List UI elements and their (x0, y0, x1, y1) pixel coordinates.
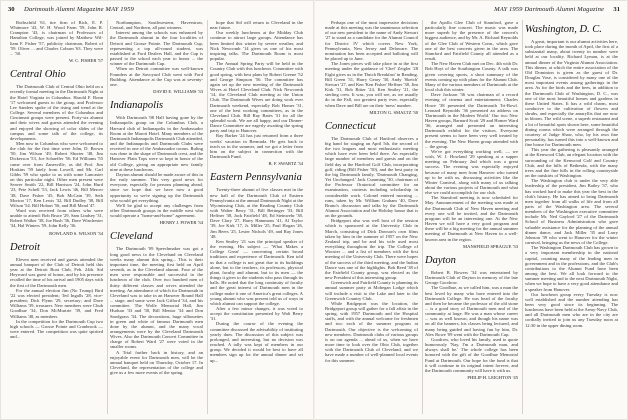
left-columns (10, 20, 303, 420)
paragraph: Rothschild '61, tire firm of Rich, E. P. Whitmore '43, W. H. Wood Farm '59, John R. Crampton '43, is chairman of Professors of Hamilton College, was joined by Matthew Wil-liam F. Fisher '57, publicity chairman, Robert of '59. Oliver ... and Charles Coburn '63. They were ... '30. (10, 20, 103, 56)
column-rule (422, 20, 423, 414)
paragraph: Greenwich and Fairfield County is planning its annual summer party at Mohegan Lodge which will include a visit to the Lake and later to the Greenwich Country Club. (325, 280, 418, 301)
signature: MILTON G. SMALTZ '30 (369, 109, 418, 115)
left-column-3 (210, 20, 303, 414)
paragraph: Northampton, Southwestern, Haverstraw, Central, and Northern, all past winners. (110, 20, 203, 31)
left-running-head (8, 6, 305, 16)
paragraph: This year the gathering is pleasantly arranged at the Kenwood Club, an elegant location with the surrounding of the Kenwood Golf and Country Club, and the hills of Bethesda, with the many trees and the fine hills in the rolling countryside on the outskirts of Washington. (525, 147, 618, 179)
paragraph: Ken Smiley '21 was the principal speaker of the evening. His subject — 'What Makes a College Great' — concerning certain broad traditions and experience of Dartmouth. Ken told us that a college is not great due to its buildings alone, but to the teachers, its professors, physical plant, faculty and alumni, but to its men — the things it gives to the students who pass through its halls. He noted that the long continuity of faculty and the great interest of Dartmouth men in the college make it one of America's great colleges. A young alumni who was present told us of ways in which alumni can support the college. (210, 238, 303, 306)
right-page (315, 0, 628, 420)
section-heading-indianapolis: Indianapolis (110, 100, 164, 112)
paragraph: With Dartmouth '08 Hall having gone by the Indianapolis group on the Columbus Club, a Harvard club of Indianapolis in the Ambassador Room at the Marott Hotel. Many members of the Dartmouth Indianapolis Dartmouth Club attended, and the Indianapolis and Dartmouth Clubs were received in one of the Ambassador rooms. Ruling was done in the shape of Dartmouth crest, and the Hanover Plain Tops were so kept in honor of the old College, giving an appropriate new family nine at these luncheons. (110, 115, 203, 172)
paragraph: During the course of the evening the committee discussed the advisability of instituting yearly dues. The discussion of this subject was prolonged, and interesting, but no decision was reached. A tally was kept of members in our group. We decided it would be best to have all members sign up for the annual dinner and set up... (210, 321, 303, 363)
paragraph: The Goodhue, as we called him, was a man the best loved by many who have entered into the Dartmouth College. He was head of the faculty and then he became the professor of the old stone ... is a good story of Dartmouth men and of the community at large. He was a man whose career ... was as well known, and though his name was on all the banners, his classes being lectured, and many being guided and having fun by him, Dr. Alex Rowe '09 went with the Dartmouth Cup. (425, 285, 518, 337)
section-heading-cleveland: Cleveland (110, 231, 153, 243)
paragraph: The New Haven Club met on Dec. 4th with Dr. Bob Hoyt of the Southington County. A talk was given covering sports, a short summary of the events coming up with plans for the Alumni Club. Many of the various members of Dartmouth at the local club this winter. (425, 61, 518, 93)
paragraph: The Dartmouth '09 Speechmaker was got a long good news to the Cleveland on Cleveland weeks many alumni this spring... This is their important time, the meeting first held on April seventh, as in the Cleveland alumni. Four of the men were responsible and successful in the luncheon of the club. Over two hundred men of thirty different classes and wives attended the meeting. An attendance of which for Dartmouth in Cleveland was to take in an Hanover Round Hall ... stage, and some were Jack Gifford '34, and his committee. The Wolfe Memorial Hall, Jim Hudson '33 and '30, Bill Mentor '34 and Don Snodgrass '34. The decorations, huge silhouettes in green and white of famous Dartmouth men done by the alumni, and the many vocal arrangements were by the Cleveland Dartmouth Wives. Also the Dartmouth Concert Committee in charge of Robert Ward '27 were voted in the smaller rooms. (110, 246, 203, 350)
paragraph: Goodrow, who loved his family, used to quote humorously 'Nay, I'm a Dartmouth man, and always shall be.' The whole college has been honored with the gift of the Goodhue Memorial Fund at Dartmouth. Our hope for the fund is that it will continue in its original intent forever, and the Dartmouth community will have it with us. (425, 336, 518, 373)
paragraph: Bridgeport also was well host of the session which is sponsored at the University Club in March, consisting of Dick Dawson's own films taken by him in the summer of 1957 on the New Zealand trip, and he and his wife used most everything throughout the trip. The College of Wooster ... and a list of members with the first meeting of the University Club. There were hopes of the success of the third meeting, and the Indian Dance was one of the highlights. Bob Reed '38 of the Fairfield County group, was elected as the new President of this interesting group. (325, 218, 418, 281)
paragraph: The Dartmouth Club of Central Ohio held on a recently formal meeting in the Dartmouth Night at the Hotel Virginia in Columbus. Harold F. Bonn '17 welcomed guests to the group, and Professor Lee Sanders spoke of the rising and trend at the College. Several members of the Columbus and Cincinnati groups were present. Forty-six alumni and their wives and guests attended the evening and enjoyed the showing of color slides of the campus and some talk of the college, its developments. (10, 84, 103, 141)
right-column-2 (425, 20, 518, 414)
paragraph: For the annual election Jim (No Trump) Bird '22 was elected president; Ted Ingalls '28, vice-president; Dick Flynn '29, secretary; and Dave Williams '39, treasurer. New members were Chub Goodhue '34, Don McMurtrie '39, and Fred Williams '48, as members. (10, 287, 103, 319)
signature: ROWLAND S. WILSON '34 (49, 230, 103, 236)
paragraph: We'll be glad to accept any challenges from other Dartmouth groups in the middle west who would operate a "home-and-home" agreement. (110, 202, 203, 219)
signature: W. C. FISHER '57 (69, 58, 103, 64)
signature: HENRY J. POWER '34 (159, 220, 203, 226)
paragraph: A Trial farther back in history, and an enjoyable event for Dartmouth men, will be the annual banquet held on Thursday, October 17. In Cleveland, the representation of the college and give us a few more events of the spring. (110, 349, 203, 376)
right-running-title: MAY 1959 Dartmouth Alumni Magazine (494, 6, 604, 13)
left-column-1 (10, 20, 103, 414)
signature: DAVID E. WILLIAMS '33 (153, 89, 203, 95)
left-column-2 (110, 20, 203, 414)
paragraph: The Dartmouth Club of Hartford observes a big hand for staging an April 5th, the second of the two leagues and most enthusiastic meeting which have ever been held there. An especially large number of members and guests and on the field day at the Hartford Golf Club, incorporating golf, riding (Bill Fisher '50), and the best party in the big Dartmouth family, 'Dartmouth Changing, Yet Unchanged.' Jack Cumming '30, chairman of the Professor Oratorical committee for an examination, contests including scholarship in considerable work. Colonel entered morning ... runs, taken by Mr. William Graham '40, Dave Bruno's discussion and talks by the Dartmouth Alumni Association and the Holiday house that is on the grounds. (325, 135, 418, 219)
paragraph: hope that Sid will return to Cleveland in the near future. (210, 20, 303, 31)
paragraph: The Stamford meeting is now scheduled for May. Announcement of the meeting was made at the Dartmouth Club of New Haven meeting and every one will be invited, and the Dartmouth program will be an interesting one. At the New Haven we will have a very good program and there will be a big meeting for the annual summer meeting of Dartmouth at New Haven in a well-known area in the region. (425, 195, 518, 242)
paragraph: Twenty-three alumni of five classes met in the new hall of the Dartmouth Club of Eastern Pennsylvania at the annual Dartmouth Night at the Wyomissing Club, at the Reading Country Club with Walter Berry '31, Bill Bettinger '33, Bill Heffner '38, Jack Fairfield '48, Ed Steinwehr '38, Dave Clary '27, Harry Hammons '41, Al Taylor '39, Joe Kirk '17, Jr. Miller '25, Paul Hogan '26, Jim Beers '25, Lester Nichols '49, and Ray Jones '48. (210, 187, 303, 239)
left-page-number: 30 (8, 6, 15, 13)
paragraph: A great, important is our alumni activities here, took place during the month of April, the first of a substantial many, about twenty in number were held at our locality. Richard Lyman, is at the annual dinner of the Virginia Alumni Association. This dinner, at which the entire association of the Old Dominion is given as the guest of Dr. Douglas Vose, is considered by many one of the most important events among gatherings in the area. As for the birds and the bees, in addition to the Dartmouth Club of Washington, D. C., was one of the most beautiful homes and gardens in these United States. It has a wild charm, most conducive to the cultivation of flowers and shrubs, and especially the amaryllis that are now in bloom. The wild scene, a superb restaurant and a lot of beautiful spots shown here, some beautiful dining rooms which were arranged through the courtesy of Judge Shaw, who, by his own fine personality, has turned this into a well-known and fine house for Dartmouth men. (525, 39, 618, 148)
signature: MANSFIELD SPRAGUE '33 (463, 243, 518, 249)
paragraph: Ray Barker '24 has just returned from a three weeks' vacation in Bermuda. He gets back to teach us in the summer, and we got a letter from him on the subject in connection with the Dartmouth Fund. (210, 133, 303, 160)
right-running-head (323, 6, 620, 16)
paragraph: While Bridgeport was the location, the Bridgeport group will gather for a fall affair in the spring, with 1957 Dartmouth and the Hospital staffs, and with the annual welcome for freshmen and two each of the summer program at Dartmouth. Our objective is the welcoming of new members. Dartmouth clubs of various groups is on our agenda ... ahead of us, when we have more time to look over the Ohio Club, together with the Dartmouth Club of Cleveland, and we have made a number of well-planned local events for this summer. (325, 300, 418, 363)
section-heading-connecticut: Connecticut (325, 120, 376, 132)
section-heading-central-ohio: Central Ohio (10, 69, 66, 81)
section-heading-dayton: Dayton (425, 254, 456, 266)
column-rule (207, 20, 208, 414)
right-columns (325, 20, 618, 420)
paragraph: In the competition for the Dartmouth Cup two high schools — Grosse Pointe and Cranbrook — were entered. The competition was quite spirited and... (10, 318, 103, 340)
section-heading-detroit: Detroit (10, 241, 40, 253)
right-column-3 (525, 20, 618, 414)
column-rule (522, 20, 523, 414)
paragraph: Our luncheon group every Tuesday is now well established and the number attending has been very good since its beginning. The luncheons have been held at the Army-Navy Club, and all Dartmouth men who are in the city are cordially invited to join us any Tuesday noon at 12:30 in the upper dining room. (525, 291, 618, 328)
paragraph: Ward was received from others who were unable to attend: Bob Bruce '29, Sam Lindsey '31, Robert Walker '38, Joe Bush '36, Dave Winchester '34, Hal Winters '59, John Kelly '36. (10, 208, 103, 229)
paragraph: The Washington club is under the very able leadership of the president, Jim Bailey '37, who has worked hard to make this year the best in the club's history. He has aimed to bring Dartmouth men together from all walks of life and from all parts of the Washington area. The several members of the Washington executive committee include Mr. Ned Gaylord '27 of the Dartmouth School of Business Administration who gave valuable assistance for the planning of the annual dinner dance, and Jack Miller '35 and Larry Johnson '39 who went to Hanover for the winter carnival, bringing us the news of the College. (525, 178, 618, 246)
paragraph: The Jones pieces will take place in at the first meeting under the guidance of 'Chef' Zeigler '28 Eight gives us in the 'Dutch Breakfast' in Reading. Bill Green '31, Harry Geary '30, Andy 'Sketch' Stewart '27, and Ken 'Ken Fisher' Heffner '38, Jim Kirk '31, Bob Ritter '24, Ken Smiley '21, the sterling crew. It was, you will see, as we usually do in the Fall, our greatest party ever, especially when Dave and Bill are on their 'mess' number. (325, 61, 418, 108)
section-heading-washington-dc: Washington, D. C. (525, 24, 602, 35)
section-heading-eastern-pennsylvania: Eastern Pennsylvania (210, 172, 302, 184)
right-page-number: 31 (613, 6, 620, 13)
paragraph: the Apollo Glee Club of Stamford, gave a particularly fine concert. The music was made more superb by the presence of the concert's biggest audience, and by Mr. A. Richard Reynolds of the Glee Club of Western Conn., which gave one of the best concerts given in the area. The Stamford and Fairfield County all attended as a result. (425, 20, 518, 62)
paragraph: Our weekly luncheons at the Midday Club continue to attract large groups. Attendance has been limited this winter by severe weather, and Nick Newcomb '14 gives us one of his most inspiring talks. The Dartmouth Room is most popular. (210, 30, 303, 62)
signature: PHILIP H. LEIGHTON '45 (467, 375, 518, 380)
paragraph: When on Detroit committee was well-known Founders at the Savoyard Club went with Ford Building. Attendance at the Cup was at seventy-one. (110, 66, 203, 87)
paragraph: Perhaps one of the most impressive decisions made at this meeting was the unanimous selection of our new president to the name of Andy Stewart '27 to stand as a candidate for the Alumni Council for District IV which covers New York, Pennsylvania, New Jersey and Delaware. The nomination has been accepted and balloting will be placed up to June. (325, 20, 418, 62)
paragraph: The Annual Spring Party will be held in the Country Club with this luncheon. Committee with good spring, with best plans by Robert Greene '52 and George Simpson '56. The committee has again set up the new meeting of the Dartmouth Wives at Hotel Cleveland Club. Nick Newcomb '14, the Cleveland Club meeting at the Union Club. The Dartmouth Wives are doing work ever Dartmouth weekend, especially Bob Homer '31, one of the best working committees, as in the Cleveland Club. Bill Ray Bates '31 for all the splendid work. We are all happy, and our Dinner-Dance Committee are eagerly awaiting the spring party and trip to Hanover. (210, 61, 303, 134)
signature: B. F. SWARTZ '34 (268, 161, 303, 167)
paragraph: Robert B. Bowers '34 was entertained by Dartmouth Club of Dayton in memory of the late George Goodrow. (425, 269, 518, 286)
paragraph: Men now in Columbus who were welcomed to the club for the first time were John, D. Brown '50, Jim Wilson '49, Robert Shorter '48, Jim Dickerson '53, Joe Schaeffer '56. Ed Williams '55 came over from Zanesville, as did Prof. Jim Hoskins '59 lately from Lowell, and Mr. Carl Gibbs '59 who spoke to us with some Lancaster on this particular night. Other men present were Seaver Smith '22, Bill Harrison '24, John Hurd '23, Pete Schell '53, Jack Lewis '46, Bill Mercer '38, Dave Fisher '45, Bob McCain '39, Seth Morton '17, Ken Lewis '32, Bill Dudley '38, Bill Wilson '54. Bill Hobart '56, and Bill Mead '47. (10, 140, 103, 208)
paragraph: We've got everything working well, — we wish, W. J. Howland '29 speaking at a supper meeting on February 2nd which was a great success. The evening was especially enjoyed because of many men from Hanover who turned up to be with us, discussing activities like the Winter Carnival, along with many of us talking about the various projects of Dartmouth and what else we could accomplish for our club. (425, 148, 518, 196)
paragraph: The Washington Dartmouth Club has grown to a very important membership in the national capital, counting many of the leading men in government and in the professions, and the Club's contributions to the Alumni Fund have been among the best. We all look forward to the summer meeting and to the next Dartmouth Night, when we hope to have a very good attendance and a speaker from Hanover. (525, 245, 618, 292)
paragraph: Eleven men received and guests attended the annual banquet of the Club of Detroit held this year at the Detroit Boat Club, Feb. 24th. Sid Heyward was guest of honor, and by his presence recalled the time of his arrival and 1905 days with the first of the Dartmouth men. (10, 256, 103, 288)
paragraph: Dayton alumni should be made aware of this in the early summer. This very good news for everyone, especially for persons planning ahead, since we hope that we have now a good opportunity so we're signing up the Dartmouth who would get everything. (110, 171, 203, 203)
right-column-1 (325, 20, 418, 414)
paragraph: Dave Jackson '36 was chairman of a record evening of cinema and entertainment; Charles Howe '38 presented the Dartmouth Tri-Bowl. Leonard Reynolds '36 presented an address on 'Dartmouth in the Modern World.' Our two New Haven groups, Barnard Scott '29 and Homer Ward '36, arranged and presented an interesting Dartmouth exhibit for the visitors. Everyone present seems to have been very well treated by the evening. The New Haven group attended with ... the group. (425, 92, 518, 149)
left-running-title: Dartmouth Alumni Magazine MAY 1959 (24, 6, 134, 13)
left-page (0, 0, 313, 420)
paragraph: Interest among the schools was enhanced by the Dartmouth alumni in the four localities of Detroit and Grosse Pointe. The Dartmouth Cup, representing a top all-round student, was established at Ford Dealers Hall, and the Cup is passed to the school each year to honor ... the winner of the Dartmouth Cup. (110, 30, 203, 67)
column-rule (107, 20, 108, 414)
paragraph: After a few minor changes, it was voted to accept the constitution presented by Walt Berry '31. (210, 305, 303, 322)
